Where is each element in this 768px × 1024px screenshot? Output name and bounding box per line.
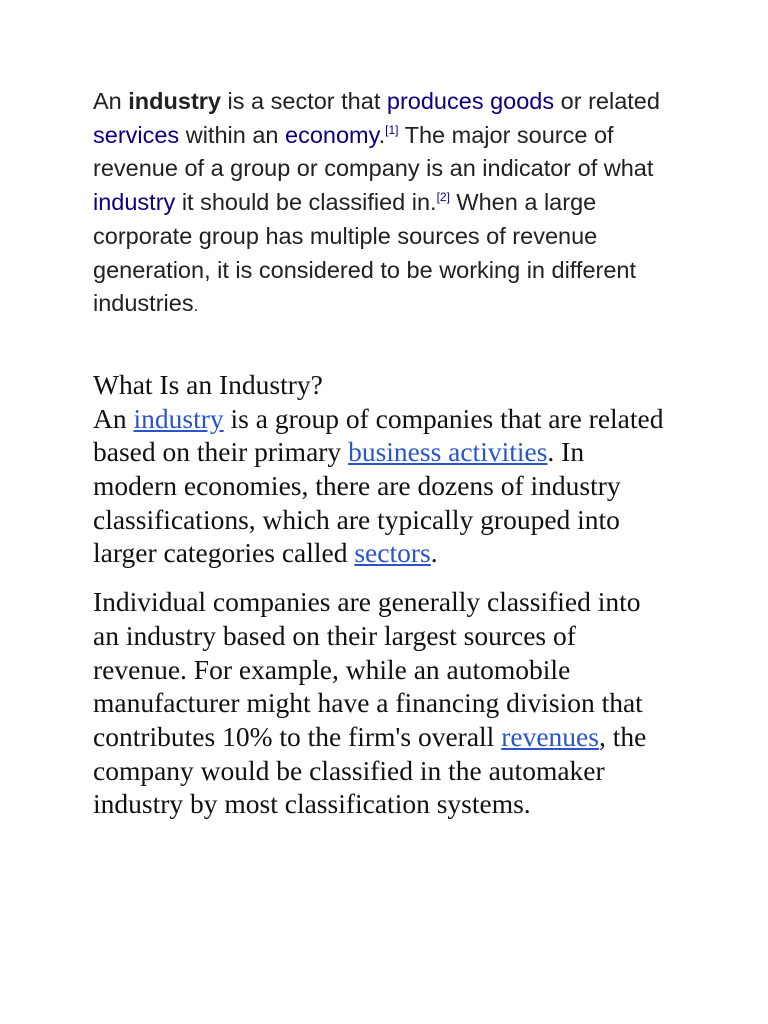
intro-text: . (378, 121, 386, 148)
intro-text: The major source of revenue of a group or company is an indicator of what (93, 121, 654, 182)
intro-text: is a sector that (221, 88, 387, 114)
intro-text: An (93, 88, 129, 114)
intro-text: When a large corporate group has multiple sources of revenue generation, it is considered to be working in different industries (93, 189, 637, 317)
industry-link[interactable]: industry (93, 189, 176, 216)
section-heading: What Is an Industry? (93, 368, 323, 400)
paragraph-text: is a group of companies that are related based on their primary (93, 402, 664, 468)
paragraph-text: An (93, 402, 134, 434)
intro-bold-term: industry (128, 88, 221, 114)
sectors-link[interactable]: sectors (354, 537, 431, 569)
paragraph-text: . In modern economies, there are dozens of industry classifications, which are typically grouped into larger categories called (93, 436, 621, 569)
document-page (93, 85, 693, 821)
economy-link[interactable]: economy (285, 121, 379, 148)
produces-goods-link[interactable]: produces goods (386, 88, 555, 114)
intro-text: it should be classified in. (175, 189, 437, 216)
paragraph-text: Individual companies are generally classified into an industry based on their largest sources of revenue. For example, while an automobile manufacturer might have a financing division that contributes 10% to the firm's overall (93, 586, 643, 752)
citation-1[interactable]: [1] (385, 122, 399, 137)
intro-text: within an (179, 121, 285, 148)
intro-text: or related (554, 88, 660, 114)
paragraph-text: . (430, 537, 438, 569)
definition-paragraph (93, 402, 673, 571)
business-activities-link[interactable]: business activities (348, 436, 548, 468)
citation-2[interactable]: [2] (436, 190, 450, 205)
paragraph-text: , the company would be classified in the automaker industry by most classification systems. (93, 720, 647, 820)
services-link[interactable]: services (93, 121, 180, 148)
classification-paragraph (93, 585, 673, 821)
intro-paragraph (93, 85, 673, 323)
industry-link-2[interactable]: industry (133, 402, 224, 434)
revenues-link[interactable]: revenues (501, 720, 599, 752)
intro-text: . (193, 296, 199, 316)
